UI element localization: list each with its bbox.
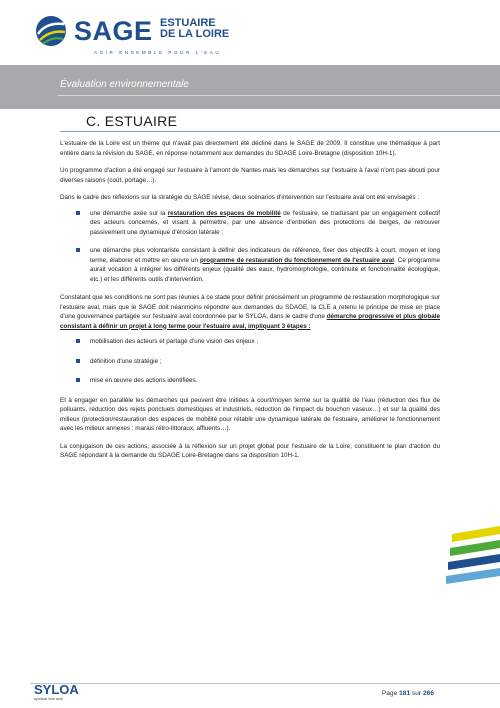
logo-estuaire-line2: DE LA LOIRE [160,28,230,40]
bullet-square-icon [76,359,80,363]
document-body [60,139,440,469]
steps-list [60,337,440,386]
logo-tagline: AGIR ENSEMBLE POUR L'EAU [94,50,222,55]
list-item: définition d'une stratégie ; [60,357,440,367]
emphasis: restauration des espaces de mobilité [167,209,281,217]
list-item: une démarche plus volontariste consistant à définir des indicateurs de référence, fixer des objectifs à court, moyen et long terme, élaborer et mettre en œuvre un programme de restauration du fonctionnement de l'estuaire aval. Ce programme aurait vocation à intégrer les différents enjeux (qualité des eaux, hydromorphologie, continuité et fonctionnalité écologique, etc.) et les différents outils d'intervention. [60,246,440,284]
section-title: C. ESTUAIRE [86,113,178,129]
emphasis: démarche progressive et plus globale consistant à définir un projet à long terme pour l'estuaire aval, impliquant 3 étapes : [60,313,440,330]
paragraph: Dans le cadre des réflexions sur la stratégie du SAGE révisé, deux scénarios d'intervention sur l'estuaire aval ont été envisagés : [60,194,420,201]
logo-sage-text: SAGE [74,16,153,46]
paragraph: Constatant que les conditions ne sont pas réunies à ce stade pour définir précisément un programme de restauration morphologique sur l'estuaire aval, mais que le SAGE doit néanmoins répondre aux demandes du SDAGE, la CLE a retenu le principe de mise en place d'une gouvernance partagée sur l'estuaire aval coordonnée par le SYLOA, dans le cadre d'une démarche progressive et plus globale consistant à définir un projet à long terme pour l'estuaire aval, impliquant 3 étapes : [60,294,440,330]
page-number: Page 181 sur 266 [381,690,434,697]
syloa-subtitle: syndicat loire aval [34,697,63,701]
paragraph: La conjugaison de ces actions, associée à la réflexion sur un projet global pour l'estuaire de la Loire, constituent le plan d'action du SAGE répondant à la demande du SDAGE Loire-Bretagne dans sa disposition 10H-1. [60,442,440,459]
bullet-square-icon [76,248,80,252]
current-page: 181 [399,690,411,697]
banner-divider [58,95,500,96]
logo-estuaire-line1: ESTUAIRE [160,17,216,29]
paragraph: Et à engager en parallèle les démarches qui peuvent être initiées à court/moyen terme sur la qualité de l'eau (réduction des flux de polluants, réduction des rejets ponctuels domestiques et industriels, réduction de l'impact du bouchon vaseux…) et sur la qualité des milieux (protection/restauration des espaces de mobilité pour rétablir une dynamique latérale de l'estuaire, améliorer le fonctionnement avec les milieux annexes : marais rétro-littoraux, affluents…). [60,396,440,432]
list-item: mobilisation des acteurs et partage d'une vision des enjeux ; [60,337,440,347]
total-pages: 266 [422,690,434,697]
list-item: une démarche axée sur la restauration des espaces de mobilité de l'estuaire, se traduisant par un engagement collectif des acteurs concernés, et visant à permettre, par une absence d'entretien des protections de berges, de retrouver passivement une dynamique d'érosion latérale ; [60,209,440,238]
syloa-logo: SYLOA [34,682,79,697]
paragraph: L'estuaire de la Loire est un thème qui n'avait pas directement été décliné dans le SAGE de 2009. Il constitue une thématique à part entière dans la révision du SAGE, en réponse notamment aux demandes du SDAGE Loire-Bretagne (disposition 10H-1). [60,140,440,157]
sage-logo [34,14,254,60]
list-item: mise en œuvre des actions identifiées. [60,376,440,386]
logo-estuaire-text [160,18,229,40]
bullet-square-icon [76,211,80,215]
stripes-graphic [442,512,500,612]
sage-globe-icon [34,14,68,48]
section-banner [0,65,500,109]
bullet-square-icon [76,378,80,382]
paragraph: Un programme d'action a été engagé sur l'estuaire à l'amont de Nantes mais les démarches sur l'estuaire à l'aval n'ont pas abouti pour diverses raisons (coût, portage…). [60,167,440,184]
footer-divider [30,683,500,684]
scenario-list [60,209,440,285]
decorative-stripes [442,512,500,612]
title-divider [60,131,500,132]
emphasis: programme de restauration du fonctionnement de l'estuaire aval [200,256,395,264]
bullet-square-icon [76,339,80,343]
banner-title: Évaluation environnementale [60,79,189,90]
